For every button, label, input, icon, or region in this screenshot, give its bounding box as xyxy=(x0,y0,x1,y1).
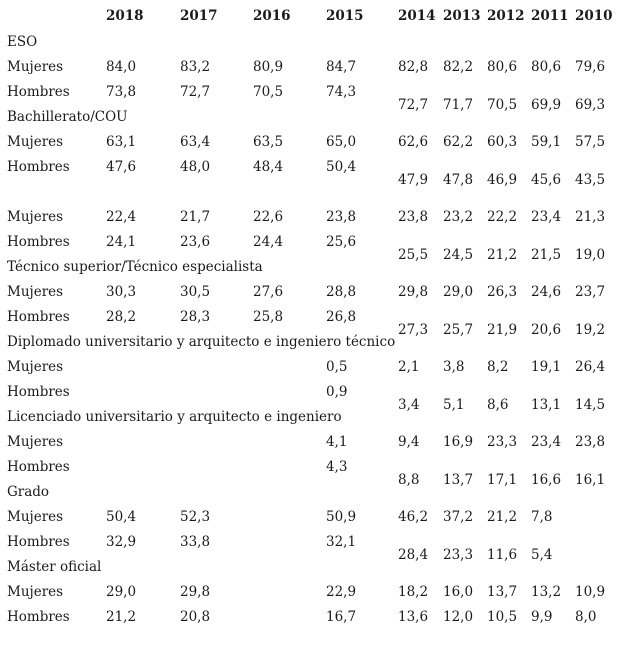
cell-2011: 13,2 xyxy=(531,584,562,600)
cell-2014: 13,6 xyxy=(398,609,429,625)
row-label: Hombres xyxy=(7,234,70,250)
row-label: Mujeres xyxy=(7,509,64,525)
row-label: Hombres xyxy=(7,309,70,325)
cell-2015: 4,3 xyxy=(326,459,348,475)
cell-2014: 2,1 xyxy=(398,359,420,375)
cell-2017: 63,4 xyxy=(180,134,211,150)
year-header-2011: 2011 xyxy=(531,8,569,24)
cell-2014: 27,3 xyxy=(398,322,429,338)
cell-2011: 23,4 xyxy=(531,209,562,225)
cell-2018: 47,6 xyxy=(106,159,137,175)
cell-2016: 22,6 xyxy=(253,209,284,225)
cell-2015: 74,3 xyxy=(326,84,357,100)
cell-2011: 24,6 xyxy=(531,284,562,300)
cell-2010: 14,5 xyxy=(575,397,606,413)
row-label: Mujeres xyxy=(7,359,64,375)
cell-2017: 29,8 xyxy=(180,584,211,600)
section-heading: Técnico superior/Técnico especialista xyxy=(7,259,263,275)
cell-2013: 71,7 xyxy=(443,97,474,113)
cell-2010: 23,8 xyxy=(575,434,606,450)
cell-2017: 48,0 xyxy=(180,159,211,175)
section-heading: Licenciado universitario y arquitecto e ingeniero xyxy=(7,409,342,425)
row-label: Mujeres xyxy=(7,284,64,300)
cell-2013: 37,2 xyxy=(443,509,474,525)
cell-2017: 20,8 xyxy=(180,609,211,625)
year-header-2015: 2015 xyxy=(326,8,364,24)
cell-2010: 19,2 xyxy=(575,322,606,338)
section-heading: Diplomado universitario y arquitecto e ingeniero técnico xyxy=(7,334,396,350)
cell-2011: 45,6 xyxy=(531,172,562,188)
cell-2016: 24,4 xyxy=(253,234,284,250)
row-label: Hombres xyxy=(7,459,70,475)
cell-2016: 70,5 xyxy=(253,84,284,100)
cell-2014: 18,2 xyxy=(398,584,429,600)
section-heading: Grado xyxy=(7,484,50,500)
cell-2012: 8,6 xyxy=(487,397,509,413)
cell-2013: 47,8 xyxy=(443,172,474,188)
cell-2013: 29,0 xyxy=(443,284,474,300)
cell-2014: 25,5 xyxy=(398,247,429,263)
cell-2015: 50,4 xyxy=(326,159,357,175)
cell-2013: 16,0 xyxy=(443,584,474,600)
cell-2010: 69,3 xyxy=(575,97,606,113)
cell-2016: 63,5 xyxy=(253,134,284,150)
cell-2018: 73,8 xyxy=(106,84,137,100)
cell-2013: 16,9 xyxy=(443,434,474,450)
cell-2015: 16,7 xyxy=(326,609,357,625)
cell-2012: 22,2 xyxy=(487,209,518,225)
cell-2014: 9,4 xyxy=(398,434,420,450)
cell-2010: 57,5 xyxy=(575,134,606,150)
cell-2014: 23,8 xyxy=(398,209,429,225)
cell-2017: 83,2 xyxy=(180,59,211,75)
cell-2018: 24,1 xyxy=(106,234,137,250)
cell-2010: 79,6 xyxy=(575,59,606,75)
cell-2015: 22,9 xyxy=(326,584,357,600)
cell-2018: 22,4 xyxy=(106,209,137,225)
cell-2010: 26,4 xyxy=(575,359,606,375)
cell-2015: 65,0 xyxy=(326,134,357,150)
cell-2012: 80,6 xyxy=(487,59,518,75)
cell-2011: 9,9 xyxy=(531,609,553,625)
cell-2014: 3,4 xyxy=(398,397,420,413)
year-header-2012: 2012 xyxy=(487,8,525,24)
row-label: Mujeres xyxy=(7,584,64,600)
cell-2017: 72,7 xyxy=(180,84,211,100)
cell-2016: 48,4 xyxy=(253,159,284,175)
cell-2012: 70,5 xyxy=(487,97,518,113)
year-header-2016: 2016 xyxy=(253,8,291,24)
cell-2011: 19,1 xyxy=(531,359,562,375)
cell-2018: 30,3 xyxy=(106,284,137,300)
cell-2016: 80,9 xyxy=(253,59,284,75)
cell-2016: 27,6 xyxy=(253,284,284,300)
cell-2013: 82,2 xyxy=(443,59,474,75)
cell-2017: 30,5 xyxy=(180,284,211,300)
cell-2012: 8,2 xyxy=(487,359,509,375)
cell-2018: 21,2 xyxy=(106,609,137,625)
cell-2017: 21,7 xyxy=(180,209,211,225)
cell-2011: 23,4 xyxy=(531,434,562,450)
cell-2017: 33,8 xyxy=(180,534,211,550)
cell-2013: 25,7 xyxy=(443,322,474,338)
year-header-2014: 2014 xyxy=(398,8,436,24)
cell-2011: 59,1 xyxy=(531,134,562,150)
cell-2012: 46,9 xyxy=(487,172,518,188)
cell-2011: 7,8 xyxy=(531,509,553,525)
section-heading: ESO xyxy=(7,34,38,50)
cell-2017: 52,3 xyxy=(180,509,211,525)
cell-2012: 60,3 xyxy=(487,134,518,150)
cell-2018: 28,2 xyxy=(106,309,137,325)
cell-2014: 8,8 xyxy=(398,472,420,488)
cell-2014: 29,8 xyxy=(398,284,429,300)
cell-2018: 63,1 xyxy=(106,134,137,150)
cell-2014: 47,9 xyxy=(398,172,429,188)
cell-2014: 82,8 xyxy=(398,59,429,75)
cell-2013: 13,7 xyxy=(443,472,474,488)
cell-2012: 17,1 xyxy=(487,472,518,488)
cell-2018: 32,9 xyxy=(106,534,137,550)
cell-2017: 28,3 xyxy=(180,309,211,325)
cell-2011: 5,4 xyxy=(531,547,553,563)
cell-2013: 12,0 xyxy=(443,609,474,625)
cell-2018: 84,0 xyxy=(106,59,137,75)
cell-2012: 21,2 xyxy=(487,247,518,263)
cell-2010: 16,1 xyxy=(575,472,606,488)
cell-2015: 25,6 xyxy=(326,234,357,250)
cell-2015: 23,8 xyxy=(326,209,357,225)
cell-2015: 0,5 xyxy=(326,359,348,375)
row-label: Mujeres xyxy=(7,134,64,150)
cell-2014: 46,2 xyxy=(398,509,429,525)
year-header-2017: 2017 xyxy=(180,8,218,24)
cell-2013: 24,5 xyxy=(443,247,474,263)
row-label: Hombres xyxy=(7,84,70,100)
cell-2015: 32,1 xyxy=(326,534,357,550)
cell-2010: 10,9 xyxy=(575,584,606,600)
row-label: Hombres xyxy=(7,384,70,400)
cell-2010: 23,7 xyxy=(575,284,606,300)
cell-2011: 13,1 xyxy=(531,397,562,413)
cell-2018: 29,0 xyxy=(106,584,137,600)
cell-2017: 23,6 xyxy=(180,234,211,250)
cell-2015: 28,8 xyxy=(326,284,357,300)
section-heading: Máster oficial xyxy=(7,559,102,575)
cell-2015: 26,8 xyxy=(326,309,357,325)
cell-2011: 21,5 xyxy=(531,247,562,263)
row-label: Hombres xyxy=(7,159,70,175)
cell-2012: 21,2 xyxy=(487,509,518,525)
cell-2018: 50,4 xyxy=(106,509,137,525)
year-header-2010: 2010 xyxy=(575,8,613,24)
cell-2010: 43,5 xyxy=(575,172,606,188)
cell-2011: 20,6 xyxy=(531,322,562,338)
cell-2010: 21,3 xyxy=(575,209,606,225)
cell-2015: 4,1 xyxy=(326,434,348,450)
row-label: Hombres xyxy=(7,534,70,550)
cell-2010: 8,0 xyxy=(575,609,597,625)
cell-2014: 72,7 xyxy=(398,97,429,113)
cell-2011: 69,9 xyxy=(531,97,562,113)
cell-2013: 62,2 xyxy=(443,134,474,150)
row-label: Mujeres xyxy=(7,434,64,450)
cell-2012: 10,5 xyxy=(487,609,518,625)
section-heading: Bachillerato/COU xyxy=(7,109,128,125)
row-label: Hombres xyxy=(7,609,70,625)
cell-2012: 11,6 xyxy=(487,547,518,563)
cell-2013: 23,3 xyxy=(443,547,474,563)
cell-2011: 16,6 xyxy=(531,472,562,488)
cell-2013: 5,1 xyxy=(443,397,465,413)
year-header-2018: 2018 xyxy=(106,8,144,24)
cell-2015: 0,9 xyxy=(326,384,348,400)
cell-2010: 19,0 xyxy=(575,247,606,263)
cell-2014: 28,4 xyxy=(398,547,429,563)
cell-2012: 26,3 xyxy=(487,284,518,300)
row-label: Mujeres xyxy=(7,209,64,225)
cell-2015: 84,7 xyxy=(326,59,357,75)
row-label: Mujeres xyxy=(7,59,64,75)
cell-2011: 80,6 xyxy=(531,59,562,75)
cell-2014: 62,6 xyxy=(398,134,429,150)
year-header-2013: 2013 xyxy=(443,8,481,24)
cell-2013: 3,8 xyxy=(443,359,465,375)
cell-2015: 50,9 xyxy=(326,509,357,525)
cell-2012: 13,7 xyxy=(487,584,518,600)
cell-2016: 25,8 xyxy=(253,309,284,325)
cell-2013: 23,2 xyxy=(443,209,474,225)
cell-2012: 21,9 xyxy=(487,322,518,338)
cell-2012: 23,3 xyxy=(487,434,518,450)
